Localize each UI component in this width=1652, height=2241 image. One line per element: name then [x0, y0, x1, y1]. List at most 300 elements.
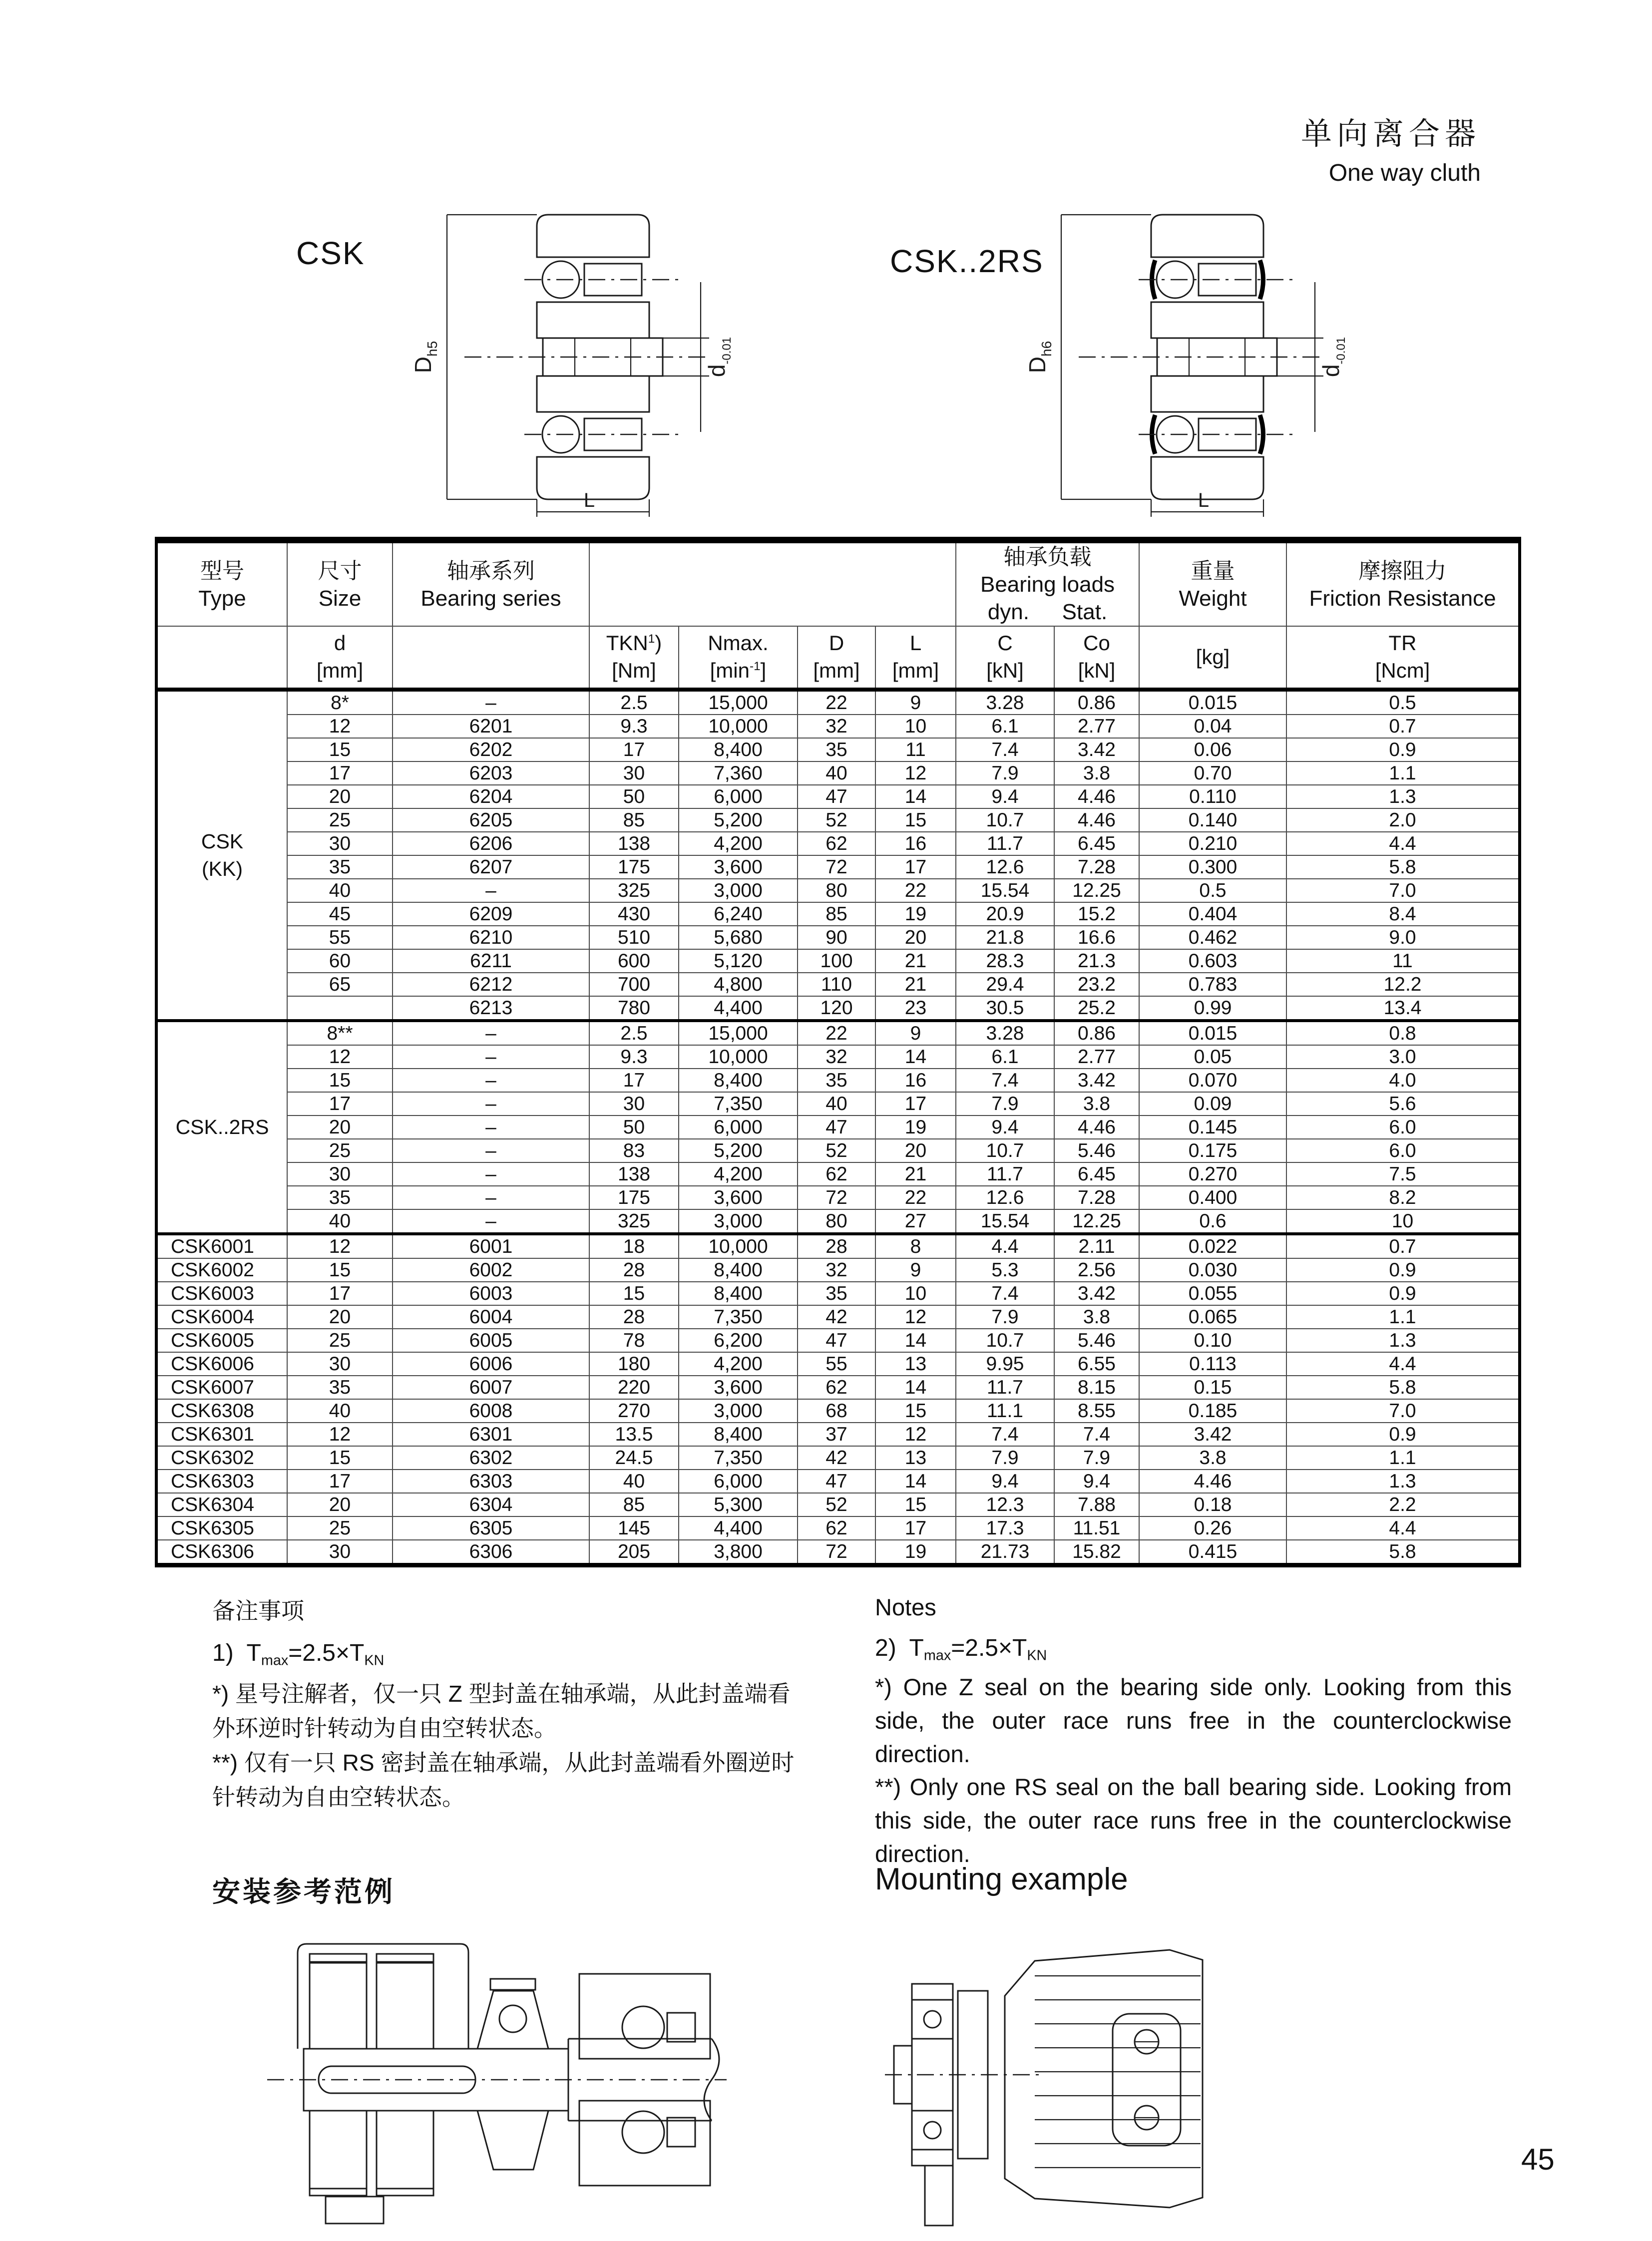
spec-cell: 7.4 — [956, 1423, 1054, 1446]
spec-cell: 8.2 — [1286, 1186, 1520, 1209]
type-cell: CSK6001 — [156, 1234, 287, 1258]
table-row — [156, 1139, 1520, 1162]
table-row — [156, 1186, 1520, 1209]
spec-cell: 10.7 — [956, 808, 1054, 832]
spec-cell: 85 — [798, 902, 875, 926]
spec-cell — [287, 996, 393, 1021]
spec-cell: 3,600 — [679, 855, 798, 879]
spec-cell: 3.42 — [1054, 1069, 1139, 1092]
spec-cell: 6207 — [393, 855, 589, 879]
spec-cell: 12.25 — [1054, 879, 1139, 902]
mounting-heading-cn: 安装参考范例 — [212, 1876, 395, 1907]
spec-cell: 16 — [875, 832, 956, 855]
spec-cell: 5.3 — [956, 1258, 1054, 1282]
spec-cell: 220 — [589, 1376, 679, 1399]
spec-cell: 72 — [798, 1540, 875, 1565]
table-row — [156, 1305, 1520, 1329]
spec-cell: 7.0 — [1286, 1399, 1520, 1423]
spec-cell: 68 — [798, 1399, 875, 1423]
spec-cell: 3.42 — [1054, 738, 1139, 761]
spec-cell: 7,350 — [679, 1446, 798, 1470]
spec-cell: 30 — [589, 761, 679, 785]
spec-cell: 0.9 — [1286, 1423, 1520, 1446]
spec-cell: 325 — [589, 1209, 679, 1234]
spec-cell: 0.06 — [1139, 738, 1286, 761]
spec-cell: 72 — [798, 1186, 875, 1209]
spec-cell: 2.11 — [1054, 1234, 1139, 1258]
spec-cell: 25 — [287, 1516, 393, 1540]
spec-cell: 32 — [798, 1045, 875, 1069]
spec-cell: 0.10 — [1139, 1329, 1286, 1352]
subheader-Co: Co [kN] — [1054, 626, 1139, 690]
spec-cell: 83 — [589, 1139, 679, 1162]
spec-cell: 6305 — [393, 1516, 589, 1540]
spec-cell: 8.55 — [1054, 1399, 1139, 1423]
spec-cell: 7.28 — [1054, 855, 1139, 879]
spec-cell: 5,300 — [679, 1493, 798, 1516]
type-cell: CSK6302 — [156, 1446, 287, 1470]
spec-cell: 7.9 — [956, 1305, 1054, 1329]
spec-cell: 3.8 — [1054, 1305, 1139, 1329]
spec-cell: 28 — [589, 1258, 679, 1282]
spec-cell: 0.065 — [1139, 1305, 1286, 1329]
spec-cell: 7.9 — [956, 1092, 1054, 1116]
type-cell: CSK6304 — [156, 1493, 287, 1516]
csk-2rs-section-drawing — [971, 207, 1356, 522]
spec-cell: 15 — [287, 1069, 393, 1092]
spec-cell: 15 — [287, 1446, 393, 1470]
spec-cell: 17 — [589, 738, 679, 761]
type-group-cell — [156, 690, 287, 1021]
notes-en-formula — [875, 1631, 1512, 1666]
spec-cell: 6003 — [393, 1282, 589, 1305]
spec-cell: 12.3 — [956, 1493, 1054, 1516]
table-row — [156, 949, 1520, 973]
spec-cell: 2.56 — [1054, 1258, 1139, 1282]
spec-cell: 4.4 — [1286, 1516, 1520, 1540]
spec-cell: 8.15 — [1054, 1376, 1139, 1399]
table-row — [156, 1446, 1520, 1470]
spec-cell: 6203 — [393, 761, 589, 785]
spec-cell: 52 — [798, 808, 875, 832]
spec-cell: 15 — [589, 1282, 679, 1305]
spec-cell: 47 — [798, 1329, 875, 1352]
spec-cell: 4,200 — [679, 832, 798, 855]
spec-cell: 0.300 — [1139, 855, 1286, 879]
subheader-nmax: Nmax. $[\min^{-1}]$ — [679, 626, 798, 690]
spec-cell: 30 — [287, 1352, 393, 1376]
spec-cell: 6,000 — [679, 1116, 798, 1139]
spec-cell: 14 — [875, 1045, 956, 1069]
spec-cell: 6,240 — [679, 902, 798, 926]
spec-cell: 40 — [589, 1470, 679, 1493]
diagram-label-csk-2rs: CSK..2RS — [890, 243, 1044, 279]
spec-cell: 27 — [875, 1209, 956, 1234]
spec-cell: 10.7 — [956, 1139, 1054, 1162]
spec-cell: 5,200 — [679, 808, 798, 832]
spec-cell: 8,400 — [679, 1423, 798, 1446]
spec-cell: 0.7 — [1286, 1234, 1520, 1258]
spec-cell: 6,200 — [679, 1329, 798, 1352]
spec-cell: 430 — [589, 902, 679, 926]
formula-sub-max: max — [261, 1652, 289, 1669]
mounting-drawing-right — [879, 1930, 1368, 2230]
spec-cell: 9.4 — [956, 1116, 1054, 1139]
spec-cell: – — [393, 1209, 589, 1234]
spec-cell: 12.25 — [1054, 1209, 1139, 1234]
col-header-friction: 摩擦阻力 Friction Resistance — [1286, 540, 1520, 627]
spec-cell: 23 — [875, 996, 956, 1021]
spec-cell: 9.4 — [956, 1470, 1054, 1493]
spec-cell: 6205 — [393, 808, 589, 832]
spec-cell: 50 — [589, 785, 679, 808]
type-cell: CSK6005 — [156, 1329, 287, 1352]
dim-label-length: L — [1198, 489, 1210, 511]
spec-cell: 6210 — [393, 926, 589, 949]
spec-cell: 15 — [287, 738, 393, 761]
table-row — [156, 1258, 1520, 1282]
spec-cell: 3.28 — [956, 1021, 1054, 1045]
spec-cell: 21 — [875, 949, 956, 973]
type-cell: CSK6007 — [156, 1376, 287, 1399]
spec-cell: 6002 — [393, 1258, 589, 1282]
table-row — [156, 973, 1520, 996]
spec-cell: 0.210 — [1139, 832, 1286, 855]
spec-cell: 0.030 — [1139, 1258, 1286, 1282]
spec-cell: 3.8 — [1054, 1092, 1139, 1116]
spec-cell: 17 — [287, 761, 393, 785]
spec-cell: 15,000 — [679, 690, 798, 715]
formula-sub-max: max — [923, 1647, 951, 1664]
spec-cell: 25 — [287, 1139, 393, 1162]
spec-cell: 14 — [875, 1376, 956, 1399]
type-cell: CSK6006 — [156, 1352, 287, 1376]
type-cell: CSK6303 — [156, 1470, 287, 1493]
spec-cell: 60 — [287, 949, 393, 973]
spec-cell: 2.0 — [1286, 808, 1520, 832]
spec-cell: 6006 — [393, 1352, 589, 1376]
col-header-size: 尺寸 Size — [287, 540, 393, 627]
spec-cell: 0.603 — [1139, 949, 1286, 973]
spec-cell: 4.46 — [1054, 1116, 1139, 1139]
spec-cell: 13 — [875, 1446, 956, 1470]
table-row — [156, 1423, 1520, 1446]
spec-cell: 20 — [875, 926, 956, 949]
spec-cell: 4.4 — [956, 1234, 1054, 1258]
spec-cell: 7,360 — [679, 761, 798, 785]
table-row — [156, 690, 1520, 715]
subheader-type-blank — [156, 626, 287, 690]
spec-cell: 42 — [798, 1446, 875, 1470]
spec-cell: 30 — [287, 1162, 393, 1186]
spec-cell: 20 — [287, 1493, 393, 1516]
spec-cell: 100 — [798, 949, 875, 973]
spec-cell: 19 — [875, 1116, 956, 1139]
spec-cell: 6.0 — [1286, 1139, 1520, 1162]
spec-cell: 180 — [589, 1352, 679, 1376]
col-header-weight: 重量 Weight — [1139, 540, 1286, 627]
spec-cell: 47 — [798, 1116, 875, 1139]
table-header-row-groups — [156, 540, 1520, 627]
spec-cell: 80 — [798, 1209, 875, 1234]
spec-cell: 1.3 — [1286, 1470, 1520, 1493]
spec-cell: 20 — [287, 785, 393, 808]
spec-cell: 138 — [589, 832, 679, 855]
spec-cell: – — [393, 1021, 589, 1045]
spec-cell: 0.185 — [1139, 1399, 1286, 1423]
spec-cell: – — [393, 690, 589, 715]
spec-cell: 8,400 — [679, 738, 798, 761]
table-row — [156, 738, 1520, 761]
spec-cell: 28 — [798, 1234, 875, 1258]
spec-cell: 5.8 — [1286, 1540, 1520, 1565]
spec-cell: 35 — [798, 1069, 875, 1092]
spec-cell: 30.5 — [956, 996, 1054, 1021]
notes-en-heading: Notes — [875, 1594, 936, 1620]
spec-cell: 6008 — [393, 1399, 589, 1423]
spec-cell: 3,000 — [679, 879, 798, 902]
table-row — [156, 996, 1520, 1021]
spec-cell: 6206 — [393, 832, 589, 855]
spec-cell: 21 — [875, 973, 956, 996]
spec-cell: 3,800 — [679, 1540, 798, 1565]
spec-cell: 22 — [875, 1186, 956, 1209]
spec-cell: 20 — [287, 1116, 393, 1139]
spec-cell: 35 — [287, 855, 393, 879]
spec-cell: 12 — [875, 761, 956, 785]
spec-cell: 7.4 — [956, 738, 1054, 761]
spec-cell: 9.3 — [589, 715, 679, 738]
spec-cell: 1.3 — [1286, 785, 1520, 808]
spec-cell: 52 — [798, 1139, 875, 1162]
spec-cell: 3.8 — [1139, 1446, 1286, 1470]
type-cell: CSK6301 — [156, 1423, 287, 1446]
spec-cell: 1.1 — [1286, 1305, 1520, 1329]
spec-cell: 78 — [589, 1329, 679, 1352]
spec-cell: 0.6 — [1139, 1209, 1286, 1234]
mounting-drawing-left — [260, 1915, 734, 2225]
spec-cell: 11.7 — [956, 1162, 1054, 1186]
dim-label-length: L — [583, 489, 595, 511]
spec-cell: 25 — [287, 1329, 393, 1352]
spec-cell: 8* — [287, 690, 393, 715]
formula-number: 1) — [212, 1640, 234, 1666]
spec-cell: 30 — [287, 1540, 393, 1565]
spec-cell: 6202 — [393, 738, 589, 761]
spec-cell: 700 — [589, 973, 679, 996]
formula-sub-kn: KN — [1027, 1647, 1047, 1664]
spec-cell: 0.04 — [1139, 715, 1286, 738]
spec-cell: 6201 — [393, 715, 589, 738]
spec-cell: 17 — [875, 1092, 956, 1116]
table-row — [156, 879, 1520, 902]
spec-cell: 110 — [798, 973, 875, 996]
spec-cell: 16 — [875, 1069, 956, 1092]
notes-cn-formula — [212, 1635, 797, 1672]
spec-cell: 6204 — [393, 785, 589, 808]
spec-cell: 0.86 — [1054, 690, 1139, 715]
spec-cell: 18 — [589, 1234, 679, 1258]
spec-cell: 270 — [589, 1399, 679, 1423]
spec-cell: 1.1 — [1286, 761, 1520, 785]
spec-cell: 600 — [589, 949, 679, 973]
spec-cell: 8.4 — [1286, 902, 1520, 926]
spec-cell: 8 — [875, 1234, 956, 1258]
dim-label-outer-diameter: $D_{h6}$ — [1024, 341, 1054, 374]
spec-cell: 7.9 — [1054, 1446, 1139, 1470]
dim-label-bore-diameter: $d_{-0.01}$ — [704, 337, 734, 377]
dim-label-outer-diameter: $D_{h5}$ — [410, 341, 440, 374]
spec-cell: 2.2 — [1286, 1493, 1520, 1516]
spec-cell: 65 — [287, 973, 393, 996]
spec-cell: 7.9 — [956, 1446, 1054, 1470]
spec-cell: 17 — [875, 855, 956, 879]
subheader-C: C [kN] — [956, 626, 1054, 690]
spec-cell: 5.46 — [1054, 1329, 1139, 1352]
loads-stat-label: Stat. — [1062, 600, 1108, 624]
spec-cell: 3,000 — [679, 1209, 798, 1234]
subheader-kg: [kg] — [1139, 626, 1286, 690]
spec-cell: 12.6 — [956, 855, 1054, 879]
spec-cell: 17 — [287, 1092, 393, 1116]
type-group-label: CSK — [201, 829, 244, 853]
spec-cell: 42 — [798, 1305, 875, 1329]
spec-cell: 780 — [589, 996, 679, 1021]
table-header-row-units — [156, 626, 1520, 690]
spec-cell: 6004 — [393, 1305, 589, 1329]
table-row — [156, 1540, 1520, 1565]
spec-cell: 5.6 — [1286, 1092, 1520, 1116]
spec-cell: 12 — [287, 1423, 393, 1446]
spec-cell: 2.5 — [589, 690, 679, 715]
notes-cn — [212, 1594, 797, 1815]
spec-cell: 19 — [875, 1540, 956, 1565]
spec-cell: 0.18 — [1139, 1493, 1286, 1516]
spec-cell: 8,400 — [679, 1069, 798, 1092]
spec-cell: – — [393, 1045, 589, 1069]
spec-cell: 6.0 — [1286, 1116, 1520, 1139]
spec-cell: 55 — [798, 1352, 875, 1376]
table-row — [156, 1069, 1520, 1092]
spec-cell: 40 — [287, 1209, 393, 1234]
spec-cell: 22 — [798, 1021, 875, 1045]
spec-cell: 12.6 — [956, 1186, 1054, 1209]
spec-cell: 13 — [875, 1352, 956, 1376]
spec-cell: 2.5 — [589, 1021, 679, 1045]
spec-cell: 72 — [798, 855, 875, 879]
spec-cell: 11 — [875, 738, 956, 761]
dim-label-bore-diameter: $d_{-0.01}$ — [1318, 337, 1348, 377]
spec-cell: 15 — [287, 1258, 393, 1282]
spec-cell: 5.8 — [1286, 1376, 1520, 1399]
subheader-L: L [mm] — [875, 626, 956, 690]
spec-cell: 12 — [875, 1305, 956, 1329]
spec-cell: 55 — [287, 926, 393, 949]
type-cell: CSK6305 — [156, 1516, 287, 1540]
table-row — [156, 1116, 1520, 1139]
table-row — [156, 1092, 1520, 1116]
spec-cell: 7.9 — [956, 761, 1054, 785]
spec-cell: 145 — [589, 1516, 679, 1540]
spec-cell: 9 — [875, 1021, 956, 1045]
spec-cell: 3,000 — [679, 1399, 798, 1423]
spec-cell: 40 — [287, 1399, 393, 1423]
spec-cell: 0.26 — [1139, 1516, 1286, 1540]
type-group-label: CSK..2RS — [175, 1115, 269, 1138]
spec-cell: 30 — [589, 1092, 679, 1116]
subheader-d: d [mm] — [287, 626, 393, 690]
spec-cell: 80 — [798, 879, 875, 902]
spec-cell: 6213 — [393, 996, 589, 1021]
spec-cell: 12 — [287, 1045, 393, 1069]
table-row — [156, 1282, 1520, 1305]
formula-mid: =2.5×T — [951, 1634, 1027, 1661]
spec-cell: 4,800 — [679, 973, 798, 996]
table-row — [156, 1516, 1520, 1540]
spec-cell: 7.28 — [1054, 1186, 1139, 1209]
subheader-tr: TR [Ncm] — [1286, 626, 1520, 690]
spec-cell: 325 — [589, 879, 679, 902]
spec-table-body — [156, 690, 1520, 1565]
spec-cell: 2.77 — [1054, 1045, 1139, 1069]
spec-cell: 35 — [287, 1186, 393, 1209]
table-row — [156, 855, 1520, 879]
spec-cell: 9.0 — [1286, 926, 1520, 949]
notes-en-star1: *) One Z seal on the bearing side only. Looking from this side, the outer race runs free in the counterclockwise direction. — [875, 1674, 1512, 1767]
spec-cell: 6306 — [393, 1540, 589, 1565]
notes-en-star2: **) Only one RS seal on the ball bearing side. Looking from this side, the outer race runs free in the counterclockwise direction. — [875, 1774, 1512, 1867]
spec-cell: 35 — [798, 1282, 875, 1305]
spec-cell: 62 — [798, 1162, 875, 1186]
spec-cell: 11.7 — [956, 832, 1054, 855]
spec-cell: 0.8 — [1286, 1021, 1520, 1045]
spec-cell: 10,000 — [679, 1234, 798, 1258]
spec-cell: 7,350 — [679, 1305, 798, 1329]
spec-cell: 4,200 — [679, 1352, 798, 1376]
spec-cell: 25.2 — [1054, 996, 1139, 1021]
type-cell: CSK6002 — [156, 1258, 287, 1282]
spec-cell: 62 — [798, 1516, 875, 1540]
table-row — [156, 715, 1520, 738]
spec-cell: 10,000 — [679, 1045, 798, 1069]
spec-cell: 45 — [287, 902, 393, 926]
spec-cell: 5,200 — [679, 1139, 798, 1162]
spec-cell: – — [393, 1092, 589, 1116]
spec-cell: 120 — [798, 996, 875, 1021]
spec-cell: 17 — [875, 1516, 956, 1540]
spec-cell: 29.4 — [956, 973, 1054, 996]
spec-cell: 4.46 — [1054, 785, 1139, 808]
spec-cell: 20 — [875, 1139, 956, 1162]
spec-cell: 40 — [287, 879, 393, 902]
spec-cell: 6212 — [393, 973, 589, 996]
spec-cell: 12 — [287, 715, 393, 738]
spec-cell: 138 — [589, 1162, 679, 1186]
subheader-tkn: TKN$^1$) [Nm] — [589, 626, 679, 690]
spec-cell: 3.28 — [956, 690, 1054, 715]
spec-cell: 20.9 — [956, 902, 1054, 926]
spec-cell: 6.45 — [1054, 1162, 1139, 1186]
spec-cell: 7,350 — [679, 1092, 798, 1116]
table-row — [156, 1045, 1520, 1069]
spec-cell: 47 — [798, 785, 875, 808]
spec-cell: 25 — [287, 808, 393, 832]
spec-cell: 13.4 — [1286, 996, 1520, 1021]
spec-cell: 8,400 — [679, 1282, 798, 1305]
spec-cell: 32 — [798, 1258, 875, 1282]
spec-cell: 15 — [875, 1493, 956, 1516]
spec-cell: 28 — [589, 1305, 679, 1329]
